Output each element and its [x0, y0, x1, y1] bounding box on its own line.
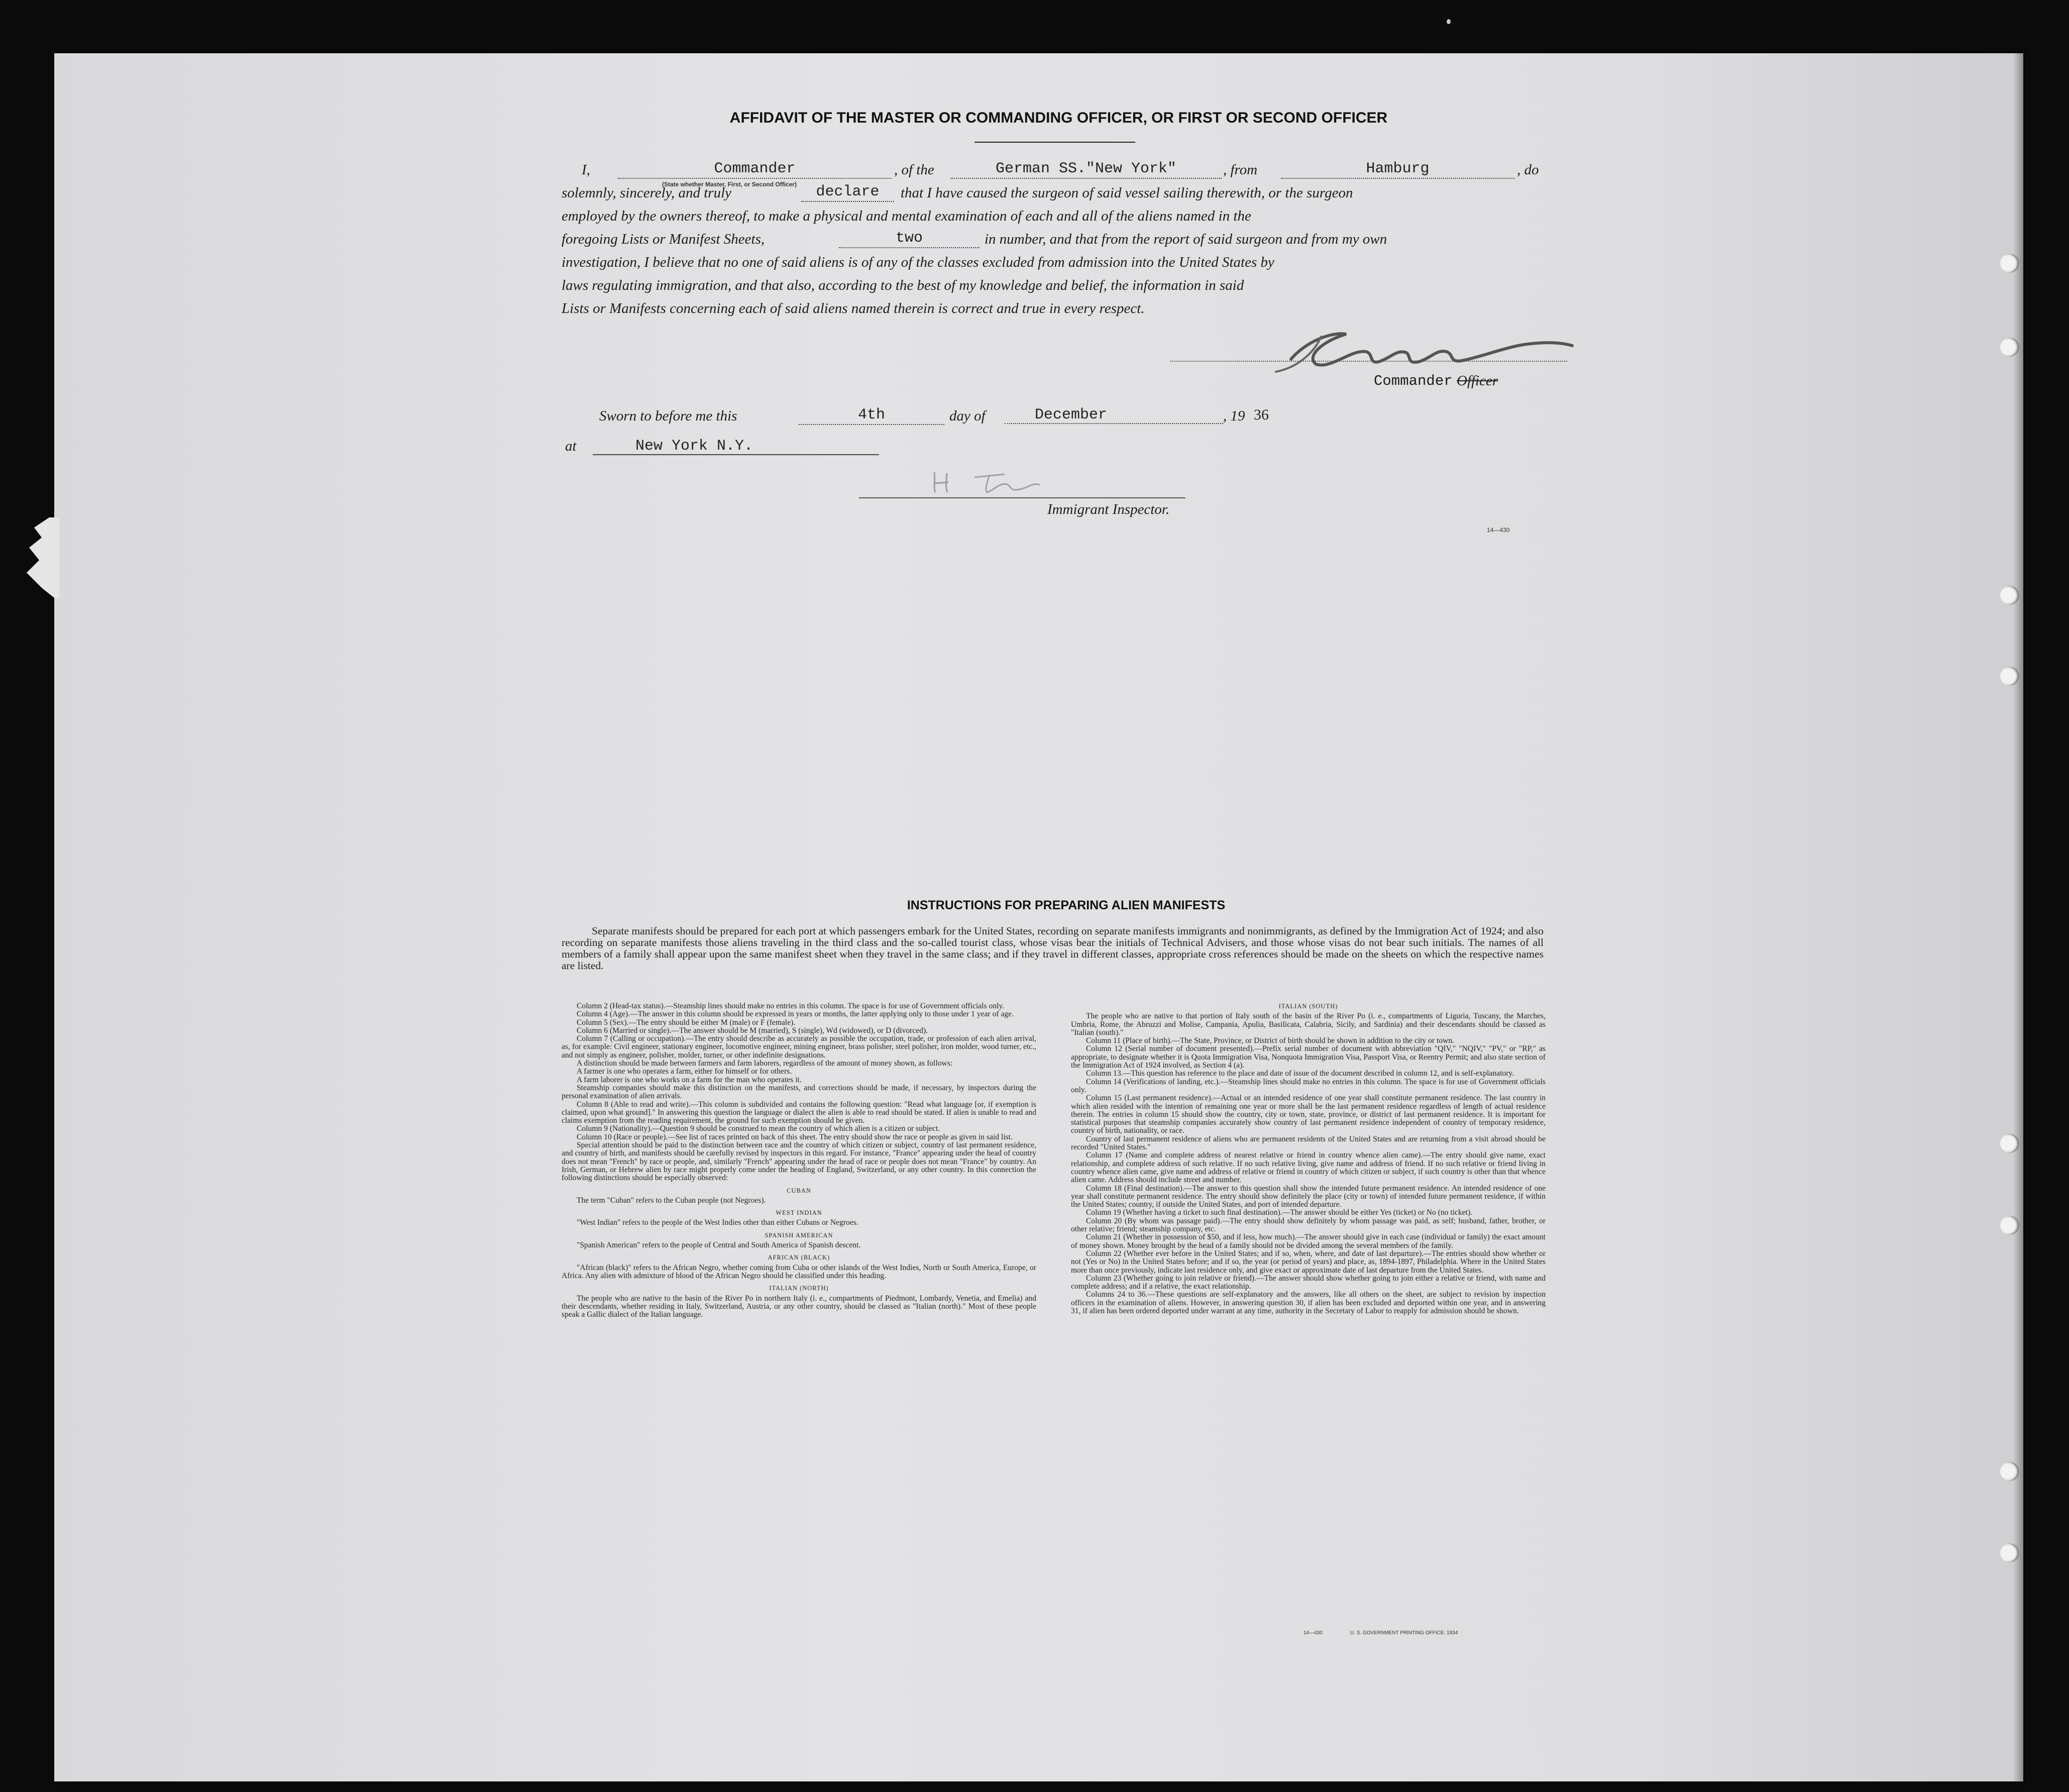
- instructions-intro: Separate manifests should be prepared for each port at which passengers embark for the United States, recording on separate manifests immigrants and nonimmigrants, as defined by the Immigration Act of 1924; and also recording on separate manifests those aliens traveling in the third class and the so-called tourist class, whose visas bear the initials of Technical Advisers, and those whose visas do not bear such initials. The names of all members of a family shall appear upon the same manifest sheet when they travel in the same class; and if they travel in different classes, appropriate cross references should be made on the sheets on which the respective names are listed.: [562, 925, 1544, 972]
- para-column-8: Column 8 (Able to read and write).—This column is subdivided and contains the following question: "Read what language [or, if exemption is claimed, upon what ground]." In answering this question the language or dialect the alien is able to read should be stated. If alien is unable to read and claims exemption from the reading requirement, the ground for such exemption should be given.: [562, 1100, 1036, 1125]
- para-column-11: Column 11 (Place of birth).—The State, Province, or District of birth should be shown in addition to the city or town.: [1086, 1036, 1455, 1045]
- heading-italian-north: ITALIAN (NORTH): [769, 1285, 829, 1292]
- para-column-19: Column 19 (Whether having a ticket to such final destination).—The answer should be either Yes (ticket) or No (no ticket).: [1086, 1208, 1473, 1217]
- sheet-count-field: two: [839, 229, 979, 248]
- binder-hole: [2000, 1216, 2019, 1235]
- footer-printer: U. S. GOVERNMENT PRINTING OFFICE: 1934: [1350, 1630, 1458, 1636]
- binder-hole: [2000, 1462, 2019, 1481]
- text-i: I,: [582, 162, 590, 178]
- signer-role-struck: Officer: [1457, 373, 1498, 389]
- para-west-indian: "West Indian" refers to the people of the West Indies other than either Cubans or Negroes.: [577, 1218, 858, 1227]
- form-number: 14—430: [1487, 526, 1510, 534]
- para-italian-south: The people who are native to that portion of Italy south of the basin of the River Po (i. e., compartments of Liguria, Tuscany, the Marches, Umbria, Rome, the Abruzzi and Molise, Campania, Apulia, Basilicata, Calabria, Sicily, and Sardinia) and their descendants should be classed as "Italian (south).": [1071, 1012, 1546, 1037]
- para-columns-24-36: Columns 24 to 36.—These questions are self-explanatory and the answers, like all others on the sheet, are subject to revision by inspection officers in the examination of aliens. However, in answering question 30, if alien has been excluded and deported within one year, and in answering 31, if alien has been ordered deported under warrant at any time, authority in the Secretary of Labor to reapply for admission should be shown.: [1071, 1290, 1546, 1315]
- para-special-attention: Special attention should be paid to the distinction between race and the country of which citizen or subject, country of last permanent residence, and country of birth, and manifests should be carefully revised by inspectors in this regard. For instance, "France" appearing under the head of country does not mean "French" by race or people, and, similarly "French" appearing under the head of race or people does not mean "France" by country. An Irish, German, or Hebrew alien by race might properly come under the heading of England, Switzerland, or any other country. In this connection the following distinctions should be especially observed:: [562, 1141, 1036, 1183]
- para-column-6: Column 6 (Married or single).—The answer should be M (married), S (single), Wd (widowed), or D (divorced).: [577, 1026, 928, 1035]
- affidavit-line2: that I have caused the surgeon of said vessel sailing therewith, or the surgeon: [901, 185, 1353, 201]
- para-farmer-distinction: A distinction should be made between farmers and farm laborers, regardless of the amount of money shown, as follows:: [577, 1059, 953, 1068]
- affidavit-title: AFFIDAVIT OF THE MASTER OR COMMANDING OFFICER, OR FIRST OR SECOND OFFICER: [729, 110, 1388, 126]
- inspector-label: Immigrant Inspector.: [1047, 501, 1170, 517]
- para-column-9: Column 9 (Nationality).—Question 9 should be construed to mean the country of which alien is a citizen or subject.: [577, 1124, 940, 1133]
- para-column-7: Column 7 (Calling or occupation).—The entry should describe as accurately as possible the occupation, trade, or profession of each alien arrival, as, for example: Civil engineer, stationary engineer, locomotive engineer, mining engineer, brass polisher, steel polisher, iron molder, wood turner, etc., and not simply as engineer, polisher, molder, turner, or other indefinite designations.: [562, 1034, 1036, 1060]
- para-farmer: A farmer is one who operates a farm, either for himself or for others.: [577, 1067, 792, 1076]
- inspector-signature-line: [859, 497, 1185, 498]
- affidavit-line3: employed by the owners thereof, to make a physical and mental examination of each and all of the aliens named in the: [562, 208, 1251, 224]
- para-column-23: Column 23 (Whether going to join relative or friend).—The answer should show whether going to join either a relative or friend, with name and complete address; and if a relative, the exact relationship.: [1071, 1274, 1546, 1291]
- month-field: December: [1005, 406, 1223, 424]
- para-column-15: Column 15 (Last permanent residence).—Actual or an intended residence of one year shall constitute permanent residence. The last country in which alien resided with the intention of remaining one year or more shall be the last permanent residence regardless of length of actual residence therein. The entries in column 15 should show the country, city or town, state, province, or district of last permanent residence. It is important for statistical purposes that steamship companies accurately show country of last permanent residence independent of country of temporary residence, country of birth, nationality, or race.: [1071, 1094, 1546, 1135]
- heading-spanish-american: SPANISH AMERICAN: [765, 1231, 833, 1239]
- vessel-field: German SS."New York": [950, 160, 1222, 179]
- binder-hole: [2000, 586, 2019, 605]
- para-column-4: Column 4 (Age).—The answer in this column should be expressed in years or months, the latter applying only to those under 1 year of age.: [577, 1010, 1014, 1019]
- text-do: , do: [1517, 162, 1539, 178]
- binder-hole: [2000, 254, 2019, 273]
- text-sworn: Sworn to before me this: [599, 408, 737, 424]
- heading-italian-south: ITALIAN (SOUTH): [1278, 1003, 1338, 1010]
- para-column-14: Column 14 (Verifications of landing, etc.).—Steamship lines should make no entries in this column. The space is for use of Government officials only.: [1071, 1077, 1546, 1094]
- para-column-17: Column 17 (Name and complete address of nearest relative or friend in country whence alien came).—The entry should give name, exact relationship, and complete address of such relative. If no such relative living, give name and address of friend. If no such relative or friend living in country whence alien came, give name and address of relative or friend in country of which citizen or subject, if such country is other than that whence alien came. Address should include street and number.: [1071, 1151, 1546, 1185]
- day-field: 4th: [799, 406, 944, 425]
- text-from: , from: [1223, 162, 1258, 178]
- text-at: at: [565, 438, 577, 454]
- year-field: 36: [1254, 406, 1269, 423]
- para-column-12: Column 12 (Serial number of document presented).—Prefix serial number of document with abbreviation "QIV," "NQIV," "PV," or "RP," as appropriate, to designate whether it is Quota Immigration Visa, Nonquota Immigration Visa, Passport Visa, or Reentry Permit; and also state section of the Immigration Act of 1924 involved, as Section 4 (a).: [1071, 1044, 1546, 1070]
- para-farm-laborer: A farm laborer is one who works on a farm for the man who operates it.: [577, 1075, 802, 1084]
- torn-edge-mark: [14, 512, 59, 603]
- rank-note: (State whether Master, First, or Second Officer): [662, 181, 797, 188]
- para-cuban: The term "Cuban" refers to the Cuban people (not Negroes).: [577, 1196, 766, 1205]
- heading-african: AFRICAN (BLACK): [768, 1254, 830, 1261]
- footer-form-number: 14—430: [1303, 1630, 1323, 1636]
- inspector-signature: [924, 467, 1105, 497]
- scan-speck: [1447, 19, 1451, 24]
- affidavit-line7: Lists or Manifests concerning each of said aliens named therein is correct and true in every respect.: [562, 300, 1145, 317]
- para-steamship-distinction: Steamship companies should make this distinction on the manifests, and corrections should be made, if necessary, by inspectors during the personal examination of alien arrivals.: [562, 1083, 1036, 1101]
- affidavit-line5: investigation, I believe that no one of said aliens is of any of the classes excluded from admission into the United States by: [562, 254, 1274, 270]
- binder-hole: [2000, 1134, 2019, 1153]
- port-field: Hamburg: [1281, 160, 1514, 179]
- instructions-title: INSTRUCTIONS FOR PREPARING ALIEN MANIFESTS: [907, 898, 1226, 912]
- para-column-22: Column 22 (Whether ever before in the United States; and if so, when, where, and date of last departure).—The entries should show whether or not (Yes or No) in the United States before; and if so, the year (or period of years) and place, as, 1894-1897, Philadelphia. Where in the United States more than once previously, indicate last residence only, and give exact or approximate date of last departure from the United States.: [1071, 1249, 1546, 1275]
- officer-signature: [1246, 322, 1577, 377]
- text-solemnly: solemnly, sincerely, and truly: [562, 185, 732, 201]
- officer-rank-field: Commander: [618, 160, 892, 179]
- para-column-13: Column 13.—This question has reference to the place and date of issue of the document described in column 12, and is self-explanatory.: [1086, 1069, 1514, 1078]
- heading-cuban: CUBAN: [787, 1187, 811, 1194]
- officer-signature-line: [1170, 361, 1567, 362]
- text-of-the: , of the: [894, 162, 934, 178]
- affidavit-line4: in number, and that from the report of said surgeon and from my own: [985, 231, 1387, 247]
- para-column-2: Column 2 (Head-tax status).—Steamship lines should make no entries in this column. The space is for use of Government officials only.: [577, 1002, 1005, 1010]
- para-column-10: Column 10 (Race or people).—See list of races printed on back of this sheet. The entry should show the race or people as given in said list.: [577, 1132, 1013, 1141]
- binder-hole: [2000, 667, 2019, 686]
- para-column-15b: Country of last permanent residence of aliens who are permanent residents of the United States and are returning from a visit abroad should be recorded "United States.": [1071, 1134, 1546, 1152]
- para-column-20: Column 20 (By whom was passage paid).—The entry should show definitely by whom passage was paid, as self; husband, father, brother, or other relative; friend; steamship company, etc.: [1071, 1216, 1546, 1234]
- text-foregoing: foregoing Lists or Manifest Sheets,: [562, 231, 765, 247]
- sheet-edge-shadow: [2013, 53, 2023, 1781]
- signer-role: Commander: [1374, 373, 1453, 389]
- text-year-prefix: , 19: [1223, 408, 1245, 424]
- place-field: New York N.Y.: [593, 437, 879, 455]
- instructions-right-column: [1071, 1002, 1546, 1315]
- binder-hole: [2000, 1543, 2019, 1562]
- heading-west-indian: WEST INDIAN: [776, 1209, 822, 1217]
- para-column-18: Column 18 (Final destination).—The answer to this question shall show the intended future permanent residence. An intended residence of one year shall constitute permanent residence. The entry should show definitely the place (city or town) of intended future permanent residence, if within the United States; country, if outside the United States, and port of intended departure.: [1071, 1184, 1546, 1209]
- text-day-of: day of: [949, 408, 986, 424]
- para-african: "African (black)" refers to the African Negro, whether coming from Cuba or other islands of the West Indies, North or South America, Europe, or Africa. Any alien with admixture of blood of the African Negro should be classified under this heading.: [562, 1263, 1036, 1280]
- para-column-5: Column 5 (Sex).—The entry should be either M (male) or F (female).: [577, 1018, 796, 1027]
- binder-hole: [2000, 338, 2019, 357]
- instructions-left-column: [562, 1002, 1036, 1319]
- declare-field: declare: [801, 183, 894, 202]
- para-italian-north: The people who are native to the basin of the River Po in northern Italy (i. e., compartments of Piedmont, Lombardy, Venetia, and Emelia) and their descendants, whether residing in Italy, Switzerland, Austria, or any other country, should be classed as "Italian (north)." Most of these people speak a Gallic dialect of the Italian language.: [562, 1294, 1036, 1319]
- para-spanish-american: "Spanish American" refers to the people of Central and South America of Spanish descent.: [577, 1241, 861, 1250]
- affidavit-line6: laws regulating immigration, and that also, according to the best of my knowledge and belief, the information in said: [562, 277, 1244, 293]
- para-column-21: Column 21 (Whether in possession of $50, and if less, how much).—The answer should give in each case (individual or family) the exact amount of money shown. Money brought by the head of a family should not be divided among the several members of the family.: [1071, 1233, 1546, 1250]
- title-rule: [974, 142, 1135, 143]
